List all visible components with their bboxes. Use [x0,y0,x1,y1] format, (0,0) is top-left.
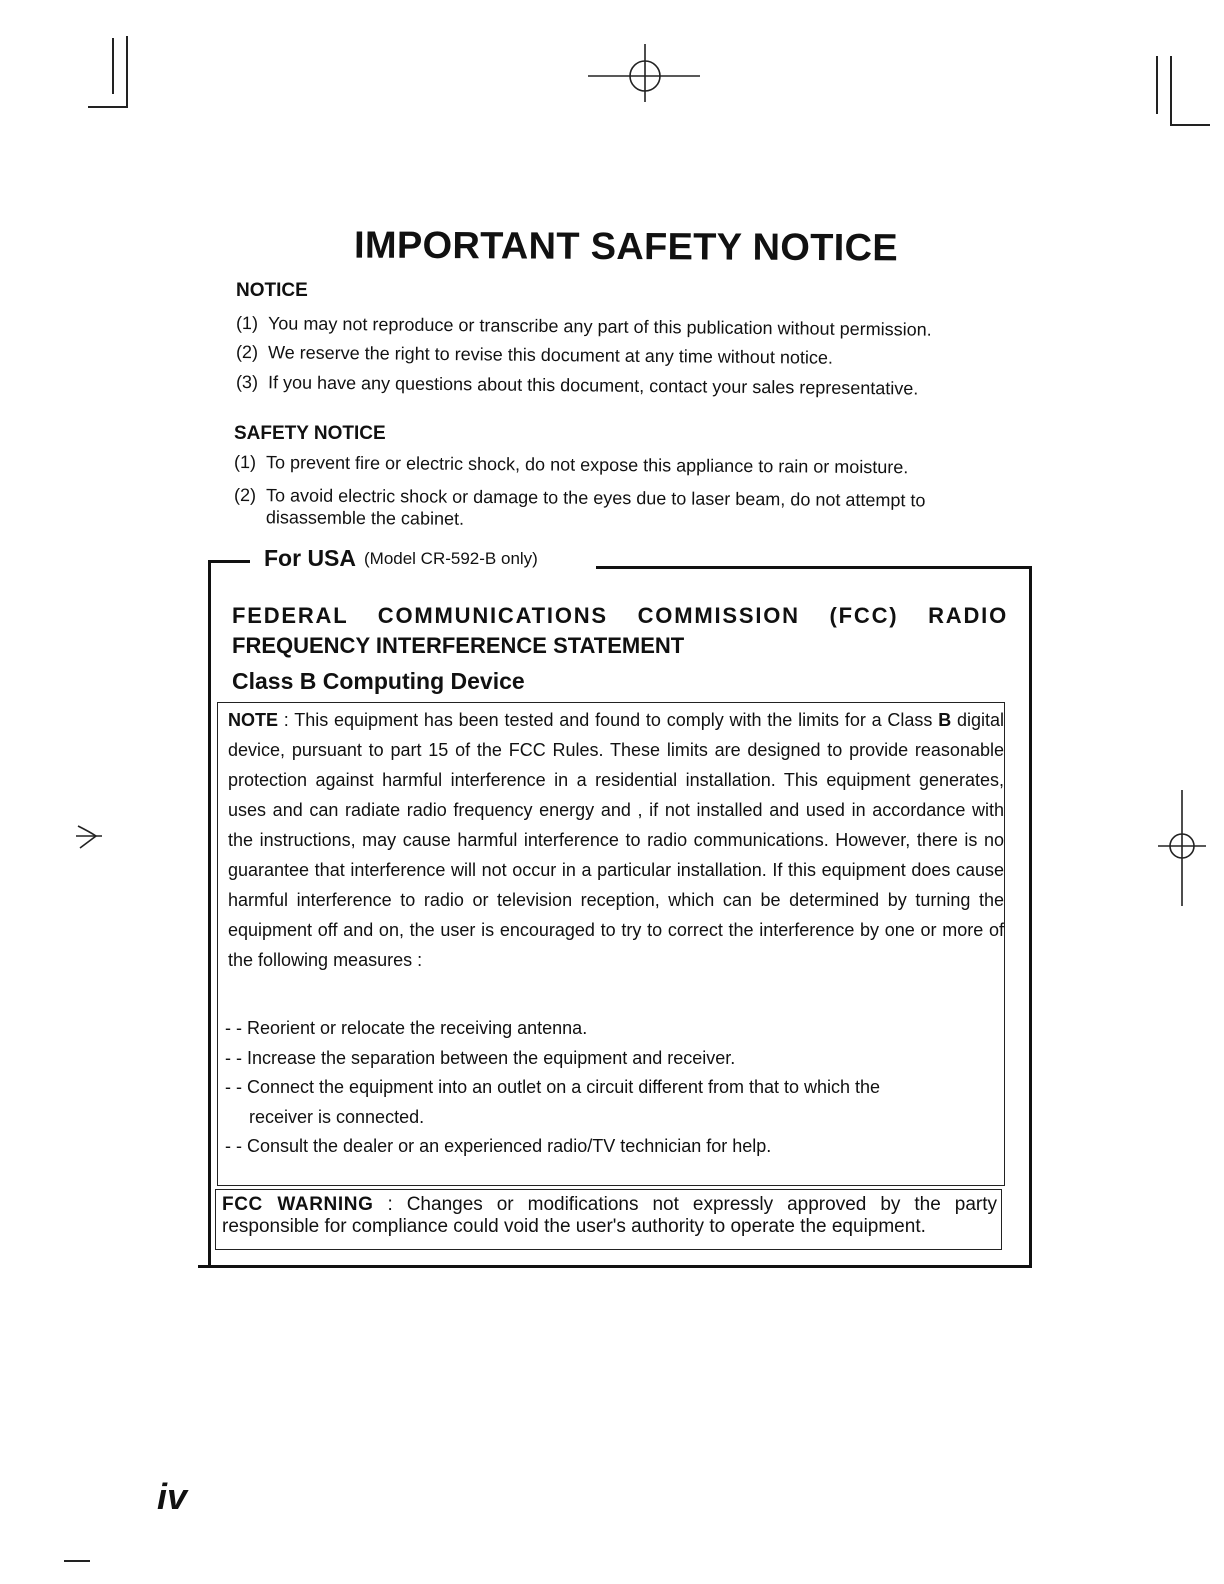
crop-mark-top-right-h [1170,124,1210,126]
crop-mark-top-left-h [88,106,128,108]
registration-mark-top-icon [588,44,702,102]
frame-right [1029,566,1032,1268]
safety-item-text: To avoid electric shock or damage to the eyes due to laser beam, do not attempt to [266,485,926,511]
measure-item: - - Consult the dealer or an experienced radio/TV technician for help. [225,1136,772,1156]
notice-item-number: (3) [235,372,259,393]
measure-item: - - Increase the separation between the equipment and receiver. [225,1047,736,1068]
registration-mark-left-icon [74,818,104,854]
measure-item [225,1073,985,1132]
usa-legend [264,545,538,572]
notice-item-1 [236,312,932,341]
notice-item-number: (2) [235,342,259,363]
notice-item-text: We reserve the right to revise this document at any time without notice. [267,342,834,368]
safety-item-number: (1) [233,452,257,473]
fcc-heading-line2: FREQUENCY INTERFERENCE STATEMENT [232,633,685,658]
notice-item-2 [236,341,833,369]
notice-item-text: You may not reproduce or transcribe any part of this publication without permission. [267,313,932,340]
fcc-warning-text [222,1194,997,1238]
safety-item-1 [234,451,908,478]
note-paragraph [228,705,1004,975]
measure-item: - - Reorient or relocate the receiving antenna. [225,1018,588,1038]
safety-item-text: To prevent fire or electric shock, do not expose this appliance to rain or moisture. [265,452,909,478]
safety-item-2 [234,484,926,533]
frame-bottom [198,1265,1032,1268]
fcc-warning-label: FCC WARNING [222,1194,374,1215]
page-number: iv [157,1476,188,1517]
model-label: (Model CR-592-B only) [364,548,538,568]
measures-list [225,1014,985,1162]
crop-mark-top-left-v1 [112,38,114,94]
crop-mark-top-right-v1 [1156,56,1158,114]
frame-top-left [208,560,250,563]
crop-mark-top-right-v2 [1170,56,1172,126]
usa-label: For USA [264,545,356,571]
notice-item-3 [236,371,919,400]
note-text-1: : This equipment has been tested and found to comply with the limits for a Class [278,710,939,730]
crop-mark-bottom-left [64,1560,90,1562]
safety-notice-heading: SAFETY NOTICE [234,423,386,444]
fcc-heading-line1: FEDERAL COMMUNICATIONS COMMISSION (FCC) RADIO [232,603,1008,628]
measure-item-text-continued: receiver is connected. [249,1106,425,1127]
frame-top [596,566,1032,569]
crop-mark-top-left-v2 [126,36,128,108]
frame-left [208,560,211,1268]
notice-item-number: (1) [235,313,259,334]
notice-heading: NOTICE [236,280,308,301]
note-label: NOTE [228,710,279,730]
registration-mark-right-icon [1158,790,1208,910]
fcc-warning-body: : Changes or modifications not expressly approved by the party responsible for compliance could void the user's authority to operate the equipment. [222,1194,997,1237]
safety-item-number: (2) [234,485,257,506]
page-title: IMPORTANT SAFETY NOTICE [353,224,899,270]
note-class-letter: B [938,710,952,730]
class-b-heading: Class B Computing Device [232,668,525,694]
notice-item-text: If you have any questions about this document, contact your sales representative. [267,372,919,399]
safety-item-text-continued: disassemble the cabinet. [265,507,465,529]
measure-item-text: - - Connect the equipment into an outlet on a circuit different from that to which the [225,1077,881,1097]
note-text-2: digital device, pursuant to part 15 of the FCC Rules. These limits are designed to provide reasonable protection against harmful interference in a residential installation. This equipment generates, uses and can radiate radio frequency energy and , if not installed and used in accordance with the instructions, may cause harmful interference to radio communications. However, there is no guarantee that interference will not occur in a particular installation. If this equipment does cause harmful interference to radio or television reception, which can be determined by turning the equipment off and on, the user is encouraged to try to correct the interference by one or more of the following measures : [228,710,1004,970]
